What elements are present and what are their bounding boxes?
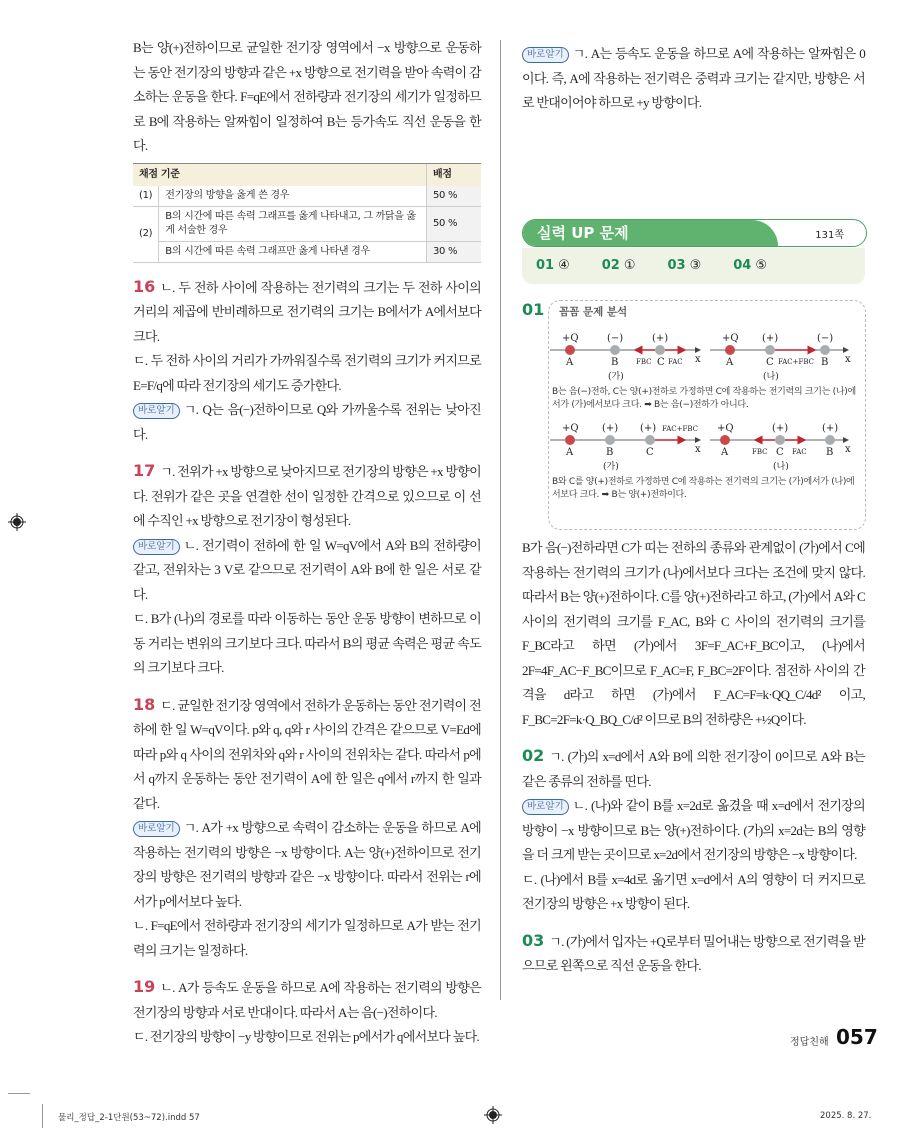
svg-text:(+): (+) (822, 423, 839, 434)
column-divider (500, 40, 501, 1000)
crop-mark (42, 1104, 43, 1128)
svg-text:(+): (+) (640, 423, 657, 434)
svg-text:FAC+FBC: FAC+FBC (778, 358, 815, 366)
table-row (133, 241, 481, 262)
row-number: (1) (133, 186, 159, 207)
charge-A (565, 345, 575, 355)
analysis-note-1: B는 음(−)전하, C는 양(+)전하로 가정하면 C에 작용하는 전기력의 크기는 (나)에서가 (가)에서보다 크다. ➡ B는 음(−)전하가 아니다. (552, 387, 856, 410)
svg-text:B: B (606, 447, 614, 458)
q16-text-3: ㄱ. Q는 음(−)전하이므로 Q와 가까울수록 전위는 낮아진다. (133, 402, 481, 442)
analysis-note-2: B와 C를 양(+)전하로 가정하면 C에 작용하는 전기력의 크기는 (가)에서가 (나)에서보다 크다. ➡ B는 양(+)전하이다. (552, 477, 855, 500)
wrong-answer-badge: 바로알기 (133, 539, 180, 555)
q02-paragraph-3: ㄷ. (나)에서 B를 x=4d로 옮기면 x=d에서 A의 영향이 더 커지므로 전기장의 방향은 +x 방향이 된다. (522, 871, 865, 911)
table-row (133, 186, 481, 207)
q17-paragraph-1 (133, 459, 481, 534)
q17-text-2: ㄴ. 전기력이 전하에 한 일 W=qV에서 A와 B의 전하량이 같고, 전위차는 3 V로 같으므로 전기력이 A와 B에 한 일은 서로 같다. (133, 537, 481, 602)
q18-text-1: ㄷ. 균일한 전기장 영역에서 전하가 운동하는 동안 전기력이 전하에 한 일 W=qV이다. p와 q, q와 r 사이의 간격은 같으므로 V=Ed에 따라 p와 q 사이의 전위차와 q와 r 사이의 전위차는 같다. 따라서 p에서 q까지 운동하는 동안 전기력이 A에 한 일은 q에서 r까지 한 일과 같다. (133, 697, 481, 811)
question-number: 19 (133, 977, 156, 996)
registration-mark-icon (8, 513, 26, 531)
section-banner (522, 219, 867, 247)
svg-text:A: A (566, 447, 574, 458)
q16-paragraph-1 (133, 275, 481, 350)
wrong-answer-badge: 바로알기 (522, 47, 569, 63)
print-date: 2025. 8. 27. (820, 1111, 872, 1121)
svg-text:A: A (726, 357, 734, 368)
registration-mark-icon (484, 1106, 502, 1124)
q01-explanation: B가 음(−)전하라면 C가 띠는 전하의 종류와 관계없이 (가)에서 C에 작용하는 전기력의 크기가 (나)에서보다 크다는 조건에 맞지 않다. 따라서 B는 양(+)전하이다. C를 양(+)전하라고 하고, (가)에서 A와 C 사이의 전기력의 크기를 F_AC, B와 C 사이의 전기력의 크기를 F_BC라고 하면 (가)에서 3F=F_AC+F_BC이고, (나)에서 2F=4F_AC−F_BC이므로 F_AC=F, F_BC=2F이다. 점전하 사이의 간격을 d라고 하면 (가)에서 F_AC=F=k·QQ_C/4d² 이고, F_BC=2F=k·Q_BQ_C/d² 이므로 B의 전하량은 +½Q이다. (522, 540, 865, 727)
section-page-ref: 131쪽 (815, 230, 844, 241)
left-column (133, 36, 481, 1050)
table-header-criteria: 채점 기준 (133, 163, 427, 186)
q17-paragraph-3: ㄷ. B가 (나)의 경로를 따라 이동하는 동안 운동 방향이 변하므로 이동 거리는 변위의 크기보다 크다. 따라서 B의 평균 속력은 평균 속도의 크기보다 크다. (133, 611, 481, 675)
question-number: 01 (522, 300, 545, 319)
wrong-answer-badge: 바로알기 (133, 403, 180, 419)
question-number: 02 (522, 746, 545, 765)
q03-text-1: ㄱ. (가)에서 입자는 +Q로부터 밀어내는 방향으로 전기력을 받으므로 왼쪽으로 직선 운동을 한다. (522, 933, 865, 973)
svg-text:x: x (695, 444, 701, 455)
row-score: 30 % (427, 241, 482, 262)
svg-text:FBC: FBC (752, 448, 768, 456)
crop-mark (8, 1093, 30, 1094)
svg-text:x: x (845, 444, 851, 455)
section-title: 실력 UP 문제 (537, 224, 629, 242)
svg-text:B: B (611, 357, 619, 368)
svg-text:x: x (695, 354, 701, 365)
row-score: 50 % (427, 206, 482, 241)
svg-text:A: A (721, 447, 729, 458)
intro-paragraph: B는 양(+)전하이므로 균일한 전기장 영역에서 −x 방향으로 운동하는 동안 전기장의 방향과 같은 +x 방향으로 전기력을 받아 속력이 감소하는 운동을 한다. F=qE에서 전하량과 전기장의 세기가 일정하므로 B에 작용하는 알짜힘이 일정하여 B는 등가속도 직선 운동을 한다. (133, 40, 481, 153)
scoring-table (133, 163, 481, 263)
svg-text:(+): (+) (772, 423, 789, 434)
svg-text:+Q: +Q (562, 333, 579, 344)
row-score: 50 % (427, 186, 482, 207)
svg-text:FBC: FBC (636, 358, 652, 366)
footer-section: 정답친해 (790, 1037, 829, 1048)
svg-text:C: C (766, 357, 774, 368)
svg-text:C: C (646, 447, 654, 458)
q02-text-2: ㄴ. (나)와 같이 B를 x=2d로 옮겼을 때 x=d에서 전기장의 방향이 −x 방향이므로 B는 양(+)전하이다. (가)의 x=2d는 B의 영향을 더 크게 받는 곳이므로 x=2d에서 전기장의 방향은 −x 방향이다. (522, 798, 865, 862)
answer-item: 04 ⑤ (733, 258, 767, 273)
right-top (522, 42, 865, 116)
svg-text:(−): (−) (607, 333, 624, 344)
charge-C (655, 345, 665, 355)
question-number: 18 (133, 694, 156, 714)
analysis-label: 꼼꼼 문제 분석 (559, 306, 628, 318)
q02-text-1: ㄱ. (가)의 x=d에서 A와 B에 의한 전기장이 0이므로 A와 B는 같은 종류의 전하를 띤다. (522, 749, 865, 789)
right-body (522, 536, 865, 979)
q17-paragraph-2 (133, 534, 481, 608)
q02-paragraph-2 (522, 794, 865, 868)
svg-text:(나): (나) (773, 462, 789, 472)
svg-text:(−): (−) (817, 333, 834, 344)
q16-paragraph-3 (133, 398, 481, 447)
svg-text:FAC: FAC (792, 448, 807, 456)
svg-text:A: A (566, 357, 574, 368)
row-number: (2) (133, 206, 159, 262)
svg-text:(가): (가) (603, 462, 619, 472)
charge-diagram-1 (540, 330, 860, 384)
svg-text:x: x (845, 354, 851, 365)
question-number: 17 (133, 461, 156, 480)
q02-paragraph-1 (522, 744, 865, 794)
answer-item: 01 ④ (536, 258, 570, 273)
charge-diagram-2 (540, 420, 860, 474)
page-number: 057 (836, 1025, 878, 1049)
q16-text-1: ㄴ. 두 전하 사이에 작용하는 전기력의 크기는 두 전하 사이의 거리의 제곱에 반비례하므로 전기력의 크기는 B에서가 A에서보다 크다. (133, 279, 481, 344)
question-number: 03 (522, 930, 545, 950)
svg-text:+Q: +Q (722, 333, 739, 344)
q19-paragraph-2: ㄷ. 전기장의 방향이 −y 방향이므로 전위는 p에서가 q에서보다 높다. (133, 1029, 479, 1044)
svg-text:FAC: FAC (668, 358, 683, 366)
svg-text:(가): (가) (608, 372, 624, 382)
svg-text:C: C (776, 447, 784, 458)
svg-text:(나): (나) (763, 372, 779, 382)
svg-text:(+): (+) (602, 423, 619, 434)
answer-item: 02 ① (601, 258, 636, 273)
svg-text:(+): (+) (652, 333, 669, 344)
q19-paragraph-1 (133, 975, 481, 1025)
answer-item: 03 ③ (667, 258, 702, 273)
question-number: 16 (133, 276, 156, 296)
svg-text:C: C (657, 357, 665, 368)
q18-paragraph-1 (133, 693, 481, 817)
svg-text:(+): (+) (762, 333, 779, 344)
q18-paragraph-3: ㄴ. F=qE에서 전하량과 전기장의 세기가 일정하므로 A가 받는 전기력의 크기는 일정하다. (133, 918, 481, 958)
wrong-answer-badge: 바로알기 (133, 821, 180, 837)
row-text: B의 시간에 따른 속력 그래프만 옳게 나타낸 경우 (159, 241, 427, 262)
svg-text:FAC+FBC: FAC+FBC (662, 425, 699, 433)
wrong-answer-badge: 바로알기 (522, 799, 569, 815)
row-text: B의 시간에 따른 속력 그래프를 옳게 나타내고, 그 까닭을 옳게 서술한 경우 (159, 206, 427, 241)
q19-text-1: ㄴ. A가 등속도 운동을 하므로 A에 작용하는 전기력의 방향은 전기장의 방향과 서로 반대이다. 따라서 A는 음(−)전하이다. (133, 980, 481, 1020)
q16-paragraph-2: ㄷ. 두 전하 사이의 거리가 가까워질수록 전기력의 크기가 커지므로 E=F/q에 따라 전기장의 세기도 증가한다. (133, 353, 481, 393)
q18-text-2: ㄱ. A가 +x 방향으로 속력이 감소하는 운동을 하므로 A에 작용하는 전기력의 방향은 −x 방향이다. A는 양(+)전하이므로 전기장의 방향은 전기력의 방향과 같은 −x 방향이다. 따라서 전위는 r에서가 p에서보다 높다. (133, 820, 481, 909)
charge-B (610, 345, 620, 355)
table-row (133, 206, 481, 241)
q18-paragraph-2 (133, 816, 481, 914)
svg-text:+Q: +Q (717, 423, 734, 434)
row-text: 전기장의 방향을 옳게 쓴 경우 (159, 186, 427, 207)
q17-text-1: ㄱ. 전위가 +x 방향으로 낮아지므로 전기장의 방향은 +x 방향이다. 전위가 같은 곳을 연결한 선이 일정한 간격으로 있으므로 이 선에 수직인 +x 방향으로 전기장이 형성된다. (133, 464, 481, 528)
file-slug: 물리_정답_2-1단원(53~72).indd 57 (58, 1113, 200, 1123)
q03-paragraph-1 (522, 929, 865, 979)
svg-text:+Q: +Q (562, 423, 579, 434)
table-header-score: 배점 (427, 163, 482, 186)
svg-text:B: B (821, 357, 829, 368)
right-top-text: ㄱ. A는 등속도 운동을 하므로 A에 작용하는 알짜힘은 0이다. 즉, A에 작용하는 전기력은 중력과 크기는 같지만, 방향은 서로 반대이어야 하므로 +y 방향이다. (522, 46, 865, 110)
answer-key (522, 248, 865, 284)
svg-text:B: B (826, 447, 834, 458)
